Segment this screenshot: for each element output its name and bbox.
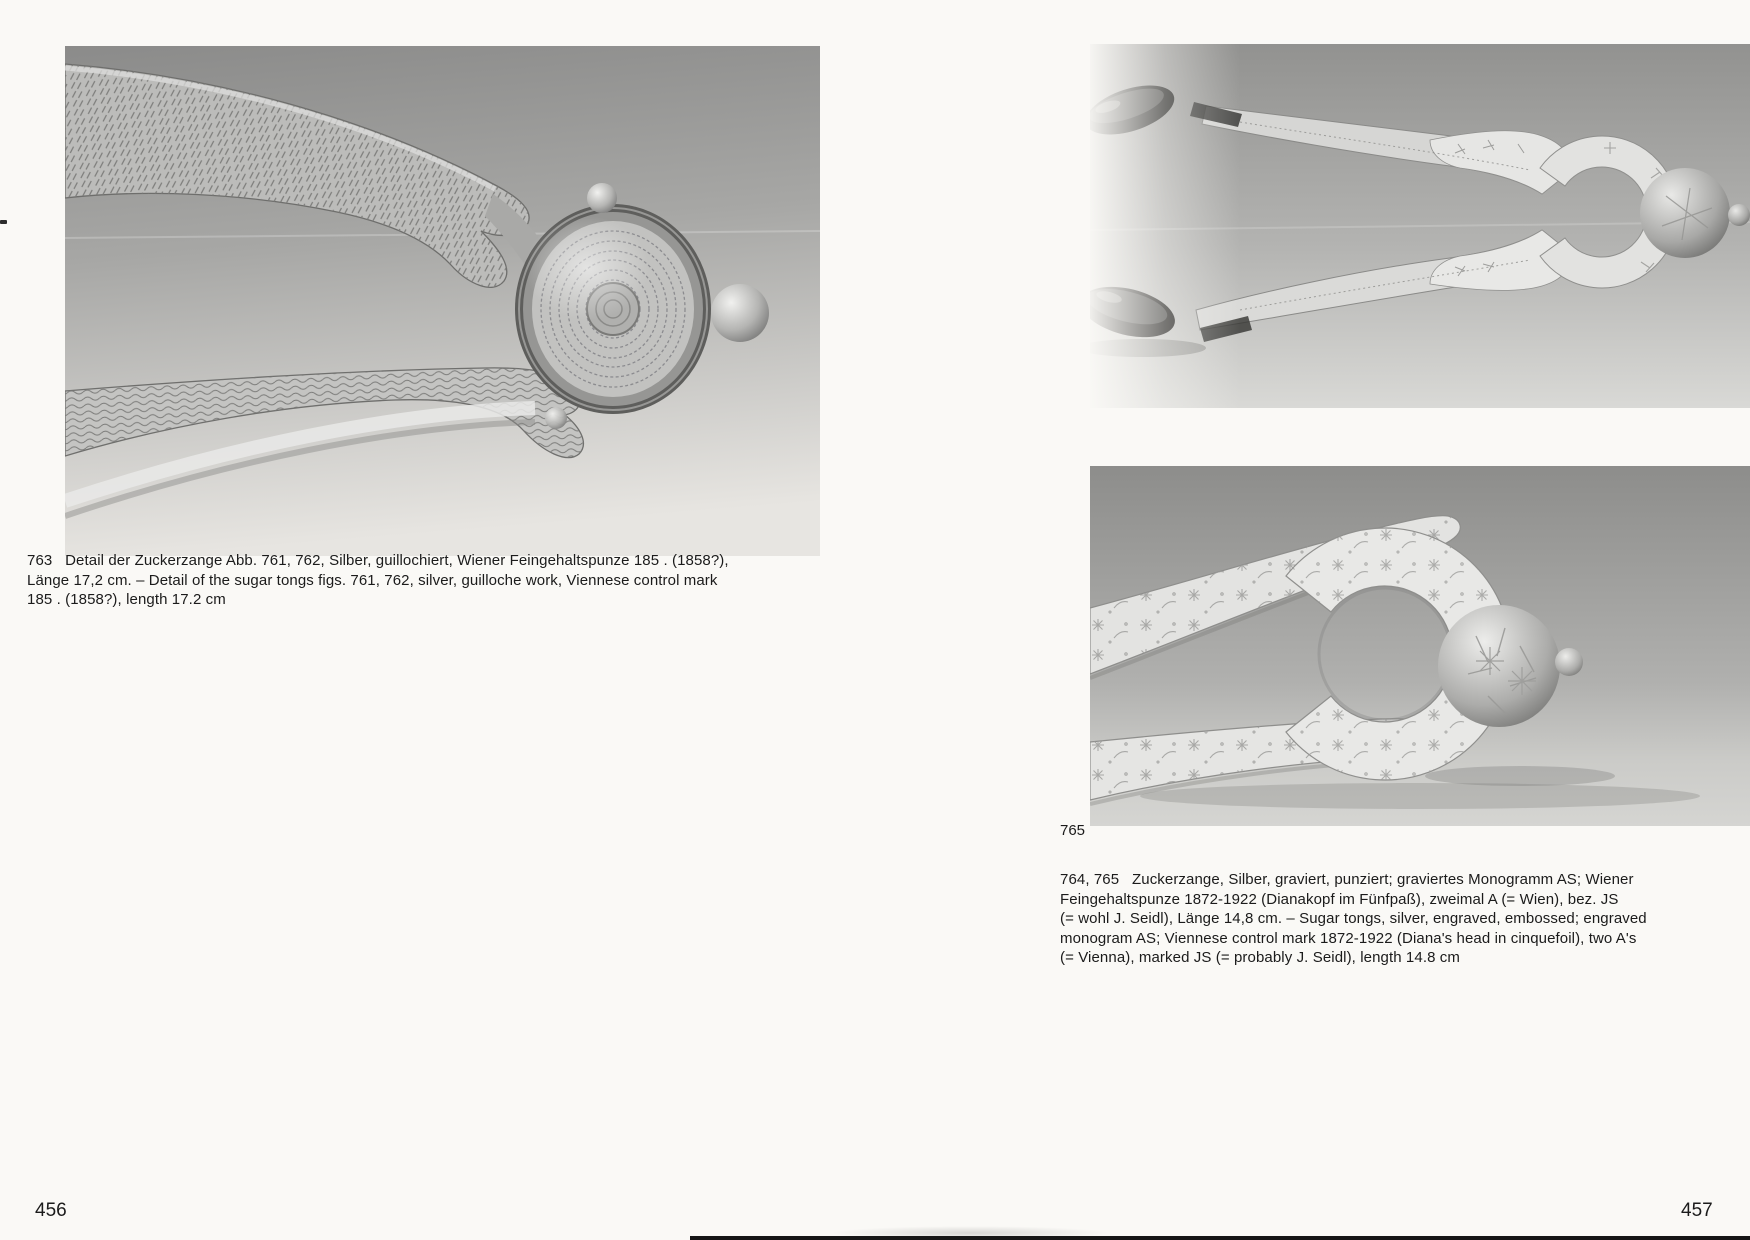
figure-764-photo [1090,44,1750,408]
ball-knob [1728,204,1750,226]
caption-763 [27,551,729,610]
page-number-right: 457 [1681,1200,1713,1221]
caption-line: 185 . (1858?), length 17.2 cm [27,591,226,609]
pivot-knob-bottom [545,407,567,429]
caption-line: (= Vienna), marked JS (= probably J. Seidl), length 14.8 cm [1060,949,1460,967]
caption-line: (= wohl J. Seidl), Länge 14,8 cm. – Sugar tongs, silver, engraved, embossed; engraved [1060,910,1647,928]
caption-line: Feingehaltspunze 1872-1922 (Dianakopf im Fünfpaß), zweimal A (= Wien), bez. JS [1060,890,1619,908]
sugar-tongs-bow-illustration [1090,466,1750,826]
sugar-tongs-detail-illustration [65,46,820,556]
scan-fade-overlay [1090,44,1240,408]
figure-label-765: 765 [1060,822,1086,839]
caption-line: Länge 17,2 cm. – Detail of the sugar tongs figs. 761, 762, silver, guilloche work, Viennese control mark [27,571,718,589]
guilloche-medallion [515,204,711,414]
figure-765-photo [1090,466,1750,826]
figure-763-photo [65,46,820,556]
ball-finial [711,284,769,342]
scan-artifact-bottom-bar [690,1236,1750,1240]
sugar-tongs-full-illustration [1090,44,1750,408]
caption-line: monogram AS; Viennese control mark 1872-1922 (Diana's head in cinquefoil), two A's [1060,929,1637,947]
caption-764-765 [1060,870,1647,968]
caption-line: 764, 765 Zuckerzange, Silber, graviert, punziert; graviertes Monogramm AS; Wiener [1060,871,1634,888]
page-number-left: 456 [35,1200,67,1221]
caption-line: 763 Detail der Zuckerzange Abb. 761, 762, Silber, guillochiert, Wiener Feingehaltspunze 185 . (1858?), [27,552,729,569]
pivot-knob-top [587,183,617,213]
scan-artifact-tick [0,220,7,224]
ball-knob [1555,648,1583,676]
